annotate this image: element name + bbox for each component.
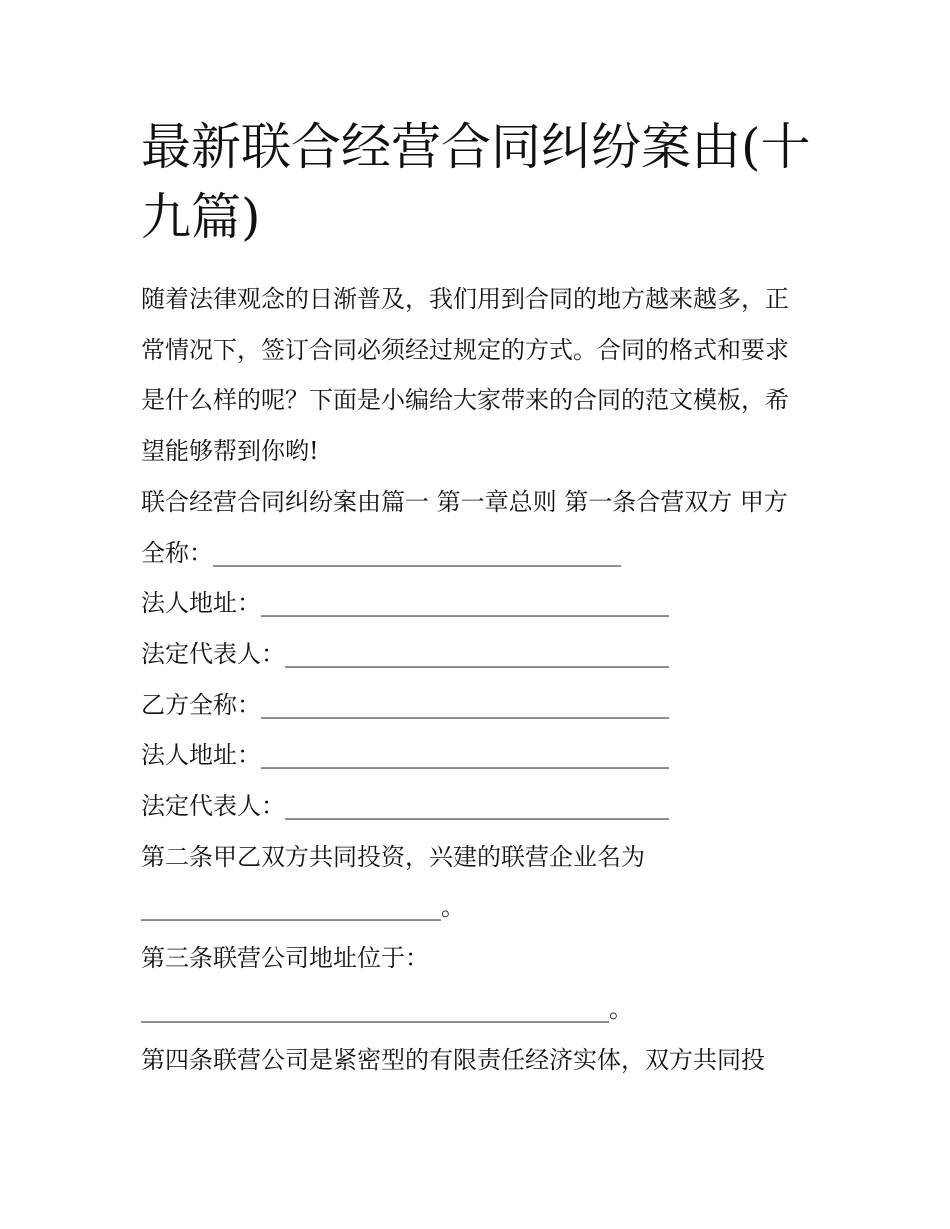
article-four-text: 第四条联营公司是紧密型的有限责任经济实体，双方共同投 bbox=[141, 1045, 765, 1074]
article-two-text: 第二条甲乙双方共同投资，兴建的联营企业名为 bbox=[141, 842, 645, 871]
contract-body bbox=[141, 477, 813, 1085]
enterprise-name-field: _________________________。 bbox=[141, 893, 465, 922]
title-line-1: 最新联合经营合同纠纷案由(十 bbox=[141, 118, 811, 176]
party-a-address-field: 法人地址：__________________________________ bbox=[141, 589, 669, 618]
party-b-name-field: 乙方全称：__________________________________ bbox=[141, 690, 669, 719]
document-content bbox=[141, 112, 813, 1085]
party-b-representative-field: 法定代表人：________________________________ bbox=[141, 792, 669, 821]
intro-line: 常情况下，签订合同必须经过规定的方式。合同的格式和要求 bbox=[141, 335, 789, 364]
intro-paragraph bbox=[141, 274, 813, 477]
body-line-heading: 联合经营合同纠纷案由篇一 第一章总则 第一条合营双方 甲方 bbox=[141, 487, 788, 516]
intro-line: 望能够帮到你哟! bbox=[141, 437, 319, 466]
party-a-name-field: 全称：__________________________________ bbox=[141, 538, 621, 567]
document-title bbox=[141, 112, 813, 252]
intro-line: 是什么样的呢？下面是小编给大家带来的合同的范文模板，希 bbox=[141, 386, 789, 415]
party-a-representative-field: 法定代表人：________________________________ bbox=[141, 639, 669, 668]
party-b-address-field: 法人地址：__________________________________ bbox=[141, 741, 669, 770]
article-three-text: 第三条联营公司地址位于： bbox=[141, 944, 429, 973]
title-line-2: 九篇) bbox=[141, 188, 261, 246]
intro-line: 随着法律观念的日渐普及，我们用到合同的地方越来越多，正 bbox=[141, 285, 789, 313]
company-address-field: _______________________________________。 bbox=[141, 994, 633, 1023]
